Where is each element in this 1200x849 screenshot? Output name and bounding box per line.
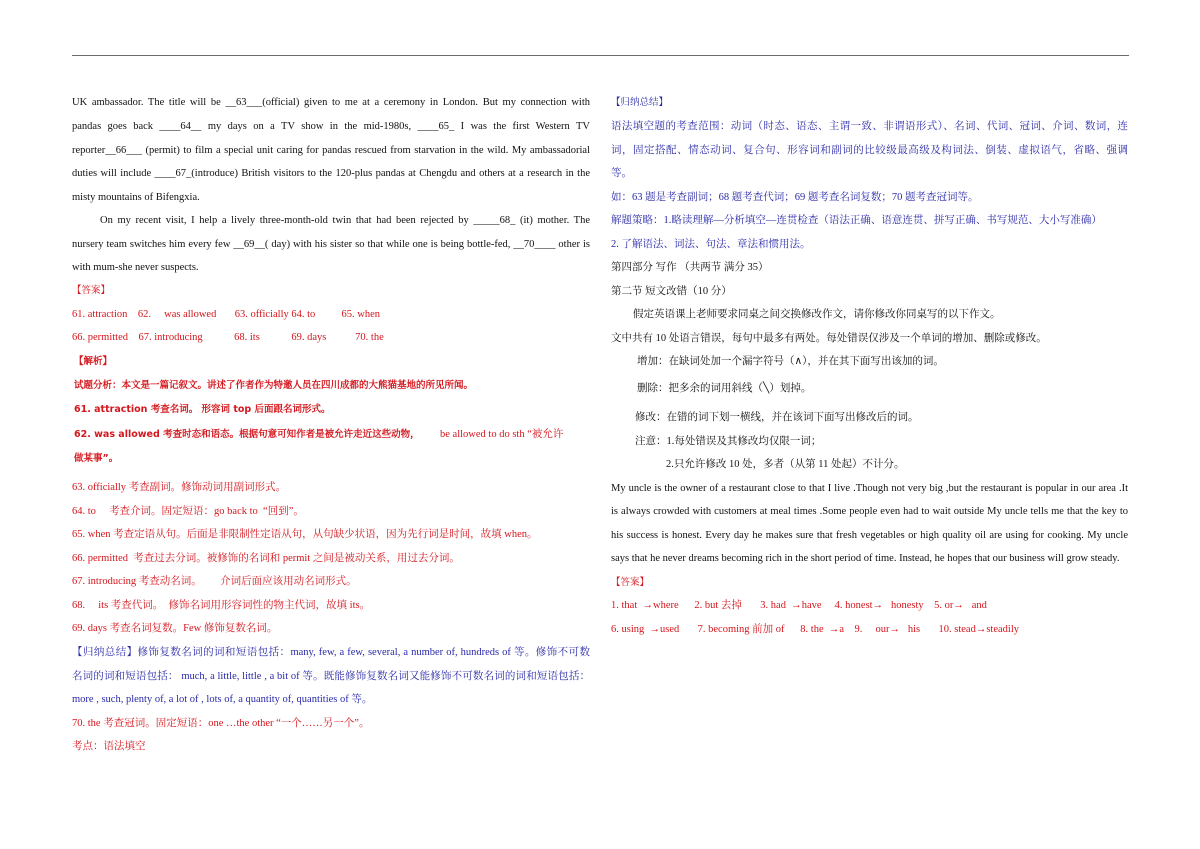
note-line: 68. its 考查代词。 修饰名词用形容词性的物主代词，故填 its。 <box>72 600 371 611</box>
summary-line: 等。 <box>611 168 632 179</box>
summary-heading: 【归纳总结】 <box>611 97 669 108</box>
analysis-line: 62. was allowed 考查时态和语态。根据句意可知作者是被允许走近这些动物， <box>74 429 420 440</box>
strategy-line: 2. 了解语法、词法、句法、章法和惯用法。 <box>611 239 811 250</box>
note-line: 66. permitted 考查过去分词。被修饰的名词和 permit 之间是被动关系，用过去分词。 <box>72 553 460 564</box>
note-line: 67. introducing 考查动名词。 介词后面应该用动名词形式。 <box>72 576 357 587</box>
essay-line: is always crowded with customers at meal times .Some people even had to wait outside My uncle tells me that the key to <box>611 506 1128 517</box>
summary-line: 词，固定搭配、情态动词、复合句、形容词和副词的比较级最高级及构词法、倒装、虚拟语气，省略、强调 <box>611 145 1128 156</box>
instruction-line: 假定英语课上老师要求同桌之间交换修改作文，请你修改你同桌写的以下作文。 <box>633 309 1001 320</box>
answer-line: 61. attraction 62. was allowed 63. officially 64. to 65. when <box>72 309 381 320</box>
instruction-line: 文中共有 10 处语言错误，每句中最多有两处。每处错误仅涉及一个单词的增加、删除或修改。 <box>611 333 1047 344</box>
passage-line: duties will include ____67_(introduce) British visitors to the 120-plus pandas at Chengdu and others at a research in the <box>72 168 590 179</box>
passage-line: UK ambassador. The title will be __63___(official) given to me at a ceremony in London. But my connection with <box>72 97 590 108</box>
summary-line: 如：63 题是考查副词；68 题考查代词；69 题考查名词复数；70 题考查冠词等。 <box>611 192 979 203</box>
passage-line: On my recent visit, I help a lively three-month-old twin that had been rejected by _____68_ (it) mother. The <box>100 215 590 226</box>
kaodian-label: 考点：语法填空 <box>72 741 146 752</box>
passage-line: with mum-she never suspects. <box>72 262 199 273</box>
passage-line: reporter__66___ (permit) to film a special unit caring for pandas rescued from starvation in the wild. My ambassadorial <box>72 145 590 156</box>
summary-line <box>72 646 590 660</box>
note-line: 63. officially 考查副词。修饰动词用副词形式。 <box>72 482 287 493</box>
summary-line: more , such, plenty of, a lot of , lots of, a quantity of, quantities of 等。 <box>72 694 373 705</box>
section-title: 第二节 短文改错（10 分） <box>611 286 732 297</box>
passage-line: nursery team switches him every few __69__( day) with his sister so that while one is being bottle-fed, __70____ other is <box>72 239 590 250</box>
answer-line: 6. using →used 7. becoming 前加 of 8. the →a 9. our→ his 10. stead→steadily <box>611 624 1019 635</box>
answer-line: 66. permitted 67. introducing 68. its 69. days 70. the <box>72 332 384 343</box>
summary-line: 名词的词和短语包括： much, a little, little , a bit of 等。既能修饰复数名词又能修饰不可数名词的词和短语包括： <box>72 671 590 682</box>
answer-line: 1. that →where 2. but 去掉 3. had →have 4. honest→ honesty 5. or→ and <box>611 600 987 611</box>
analysis-line: 61. attraction 考查名词。 形容词 top 后面跟名词形式。 <box>74 404 331 415</box>
passage-line: misty mountains of Bifengxia. <box>72 192 200 203</box>
answer-heading: 【答案】 <box>72 285 111 296</box>
essay-line: My uncle is the owner of a restaurant close to that I live .Though not very big ,but the restaurant is popular in our area .It <box>611 483 1128 494</box>
instruction-line: 注意：1.每处错误及其修改均仅限一词； <box>635 436 822 447</box>
instruction-line: 修改：在错的词下划一横线，并在该词下面写出修改后的词。 <box>635 412 919 423</box>
header-rule <box>72 55 1129 56</box>
summary-text: 修饰复数名词的词和短语包括：many, few, a few, several, a number of, hundreds of 等。修饰不可数 <box>137 647 591 658</box>
essay-line: says that he never dreams becoming rich in the short period of time. Instead, he hopes that our business will grow steady. <box>611 553 1120 564</box>
instruction-line: 增加：在缺词处加一个漏字符号（∧），并在其下面写出该加的词。 <box>637 356 944 367</box>
analysis-line: 做某事”。 <box>74 453 119 464</box>
note-line: 70. the 考查冠词。固定短语：one …the other “一个……另一个”。 <box>72 718 370 729</box>
part-title: 第四部分 写作 （共两节 满分 35） <box>611 262 769 273</box>
analysis-line: 试题分析：本文是一篇记叙文。讲述了作者作为特邀人员在四川成都的大熊猫基地的所见所闻。 <box>74 380 474 391</box>
note-line: 64. to 考查介词。固定短语：go back to “回到”。 <box>72 506 304 517</box>
instruction-line: 删除：把多余的词用斜线（╲）划掉。 <box>637 383 812 394</box>
analysis-line: be allowed to do sth “被允许 <box>440 429 564 440</box>
summary-line: 语法填空题的考查范围：动词（时态、语态、主谓一致、非谓语形式）、名词、代词、冠词、介词、数词，连 <box>611 121 1128 132</box>
instruction-line: 2.只允许修改 10 处，多者（从第 11 处起）不计分。 <box>666 459 905 470</box>
essay-line: his success is honest. Every day he makes sure that fresh vegetables or high quality oil are using for cooking. My uncle <box>611 530 1128 541</box>
passage-line: pandas goes back ____64__ my days on a TV show in the mid-1980s, ____65_ I was the first Western TV <box>72 121 590 132</box>
answer-heading: 【答案】 <box>611 577 650 588</box>
analysis-heading: 【解析】 <box>74 356 113 367</box>
strategy-line: 解题策略：1.略读理解—分析填空—连贯检查（语法正确、语意连贯、拼写正确、书写规范、大小写准确） <box>611 215 1102 226</box>
note-line: 69. days 考查名词复数。Few 修饰复数名词。 <box>72 623 278 634</box>
summary-tag: 【归纳总结】 <box>72 647 138 658</box>
note-line: 65. when 考查定语从句。后面是非限制性定语从句，从句缺少状语，因为先行词是时间，故填 when。 <box>72 529 538 540</box>
